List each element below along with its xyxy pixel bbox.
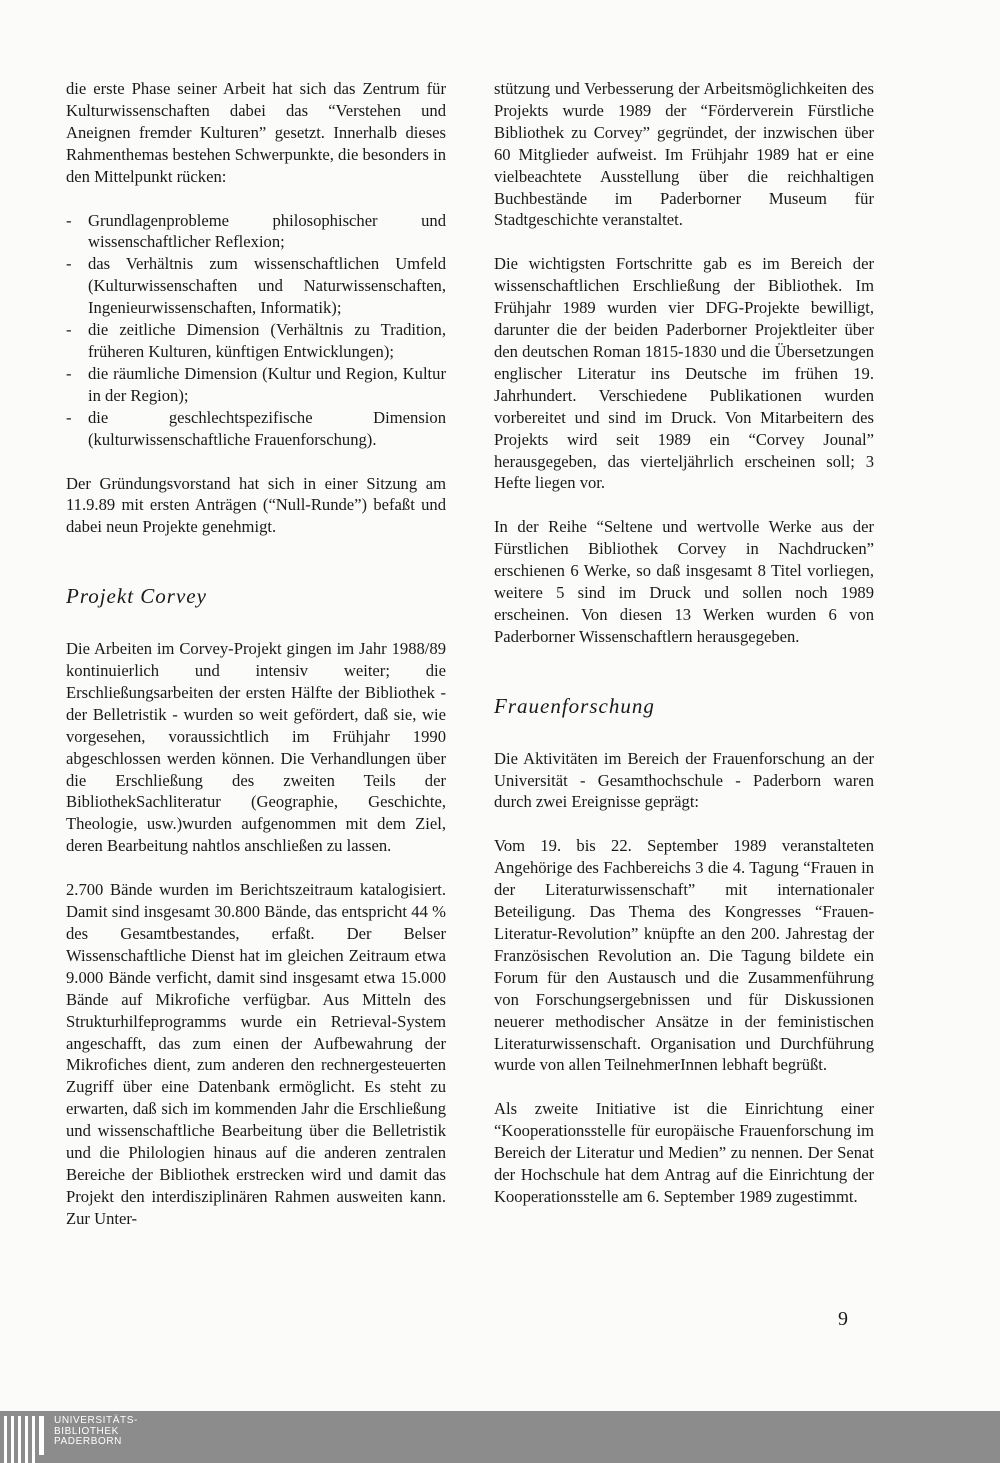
cooperation-paragraph: Als zweite Initiative ist die Einrichtung einer “Kooperationsstelle für europäische Frauenforschung im Bereich der Literatur und Medien” zu nennen. Der Senat der Hochschule hat dem Antrag auf die Einrichtung der Kooperationsstelle am 6. September 1989 zugestimmt. [494,1099,874,1206]
library-barcode-icon [4,1416,48,1463]
conference-paragraph: Vom 19. bis 22. September 1989 veranstalteten Angehörige des Fachbereichs 3 die 4. Tagung “Frauen in der Literaturwissenschaft” mit internationaler Beteiligung. Das Thema des Kongresses “Frauen-Literatur-Revolution” knüpfte an den 200. Jahrestag der Französischen Revolution an. Die Tagung bildete ein Forum für den Austausch und die Zusammenführung von Forschungsergebnissen und für Diskussionen neuerer methodischer Ansätze in der feministischen Literaturwissenschaft. Organisation und Durchführung wurde von allen TeilnehmerInnen lebhaft begrüßt. [494,836,874,1075]
corvey-paragraph-2: 2.700 Bände wurden im Berichtszeitraum katalogisiert. Damit sind insgesamt 30.800 Bände, das entspricht 44 % des Gesamtbestandes, erfaßt. Der Belser Wissenschaftliche Dienst hat im gleichen Zeitraum etwa 9.000 Bände verficht, damit sind insgesamt etwa 15.000 Bände auf Mikrofiche verfügbar. Aus Mitteln des Strukturhilfeprogramms wurde ein Retrieval-System angeschafft, das zum einen der Aufbewahrung der Mikrofiches dient, zum anderen den rechnergesteuerten Zugriff über eine Datenbank ermöglicht. Es steht zu erwarten, daß sich im kommenden Jahr die Erschließung und wissenschaftliche Bearbeitung über die Belletristik und die Philologien hinaus auf die anderen zentralen Bereiche der Bibliothek erstrecken wird und damit das Projekt den interdisziplinären Rahmen ausweiten kann. Zur Unter- [66,880,446,1228]
reprint-series-paragraph: In der Reihe “Seltene und wertvolle Werke aus der Fürstlichen Bibliothek Corvey in Nachdrucken” erschienen 6 Werke, so daß insgesamt 8 Titel vorliegen, weitere 5 sind im Druck und sollen noch 1989 erscheinen. Von diesen 13 Werken wurden 6 von Paderborner Wissenschaftlern herausgegeben. [494,517,874,646]
frauen-intro-paragraph: Die Aktivitäten im Bereich der Frauenforschung an der Universität - Gesamthochschule - Paderborn waren durch zwei Ereignisse geprägt: [494,748,874,812]
list-item: - die räumliche Dimension (Kultur und Region, Kultur in der Region); [66,363,446,407]
founding-paragraph: Der Gründungsvorstand hat sich in einer Sitzung am 11.9.89 mit ersten Anträgen (“Null-Runde”) befaßt und dabei neun Projekte genehmigt. [66,473,446,537]
logo-line: PADERBORN [54,1436,123,1447]
focus-list [66,210,446,451]
list-item: - Grundlagenprobleme philosophischer und wissenschaftlicher Reflexion; [66,210,446,254]
logo-line: UNIVERSITÄTS- [54,1415,138,1426]
corvey-paragraph-1: Die Arbeiten im Corvey-Projekt gingen im Jahr 1988/89 kontinuierlich und intensiv weiter; die Erschließungsarbeiten der ersten Hälfte der Bibliothek - der Belletristik - wurden so weit gefördert, daß sie, wie vorgesehen, voraussichtlich im Frühjahr 1990 abgeschlossen werden können. Die Verhandlungen über die Erschließung des zweiten Teils der BibliothekSachliteratur (Geographie, Geschichte, Theologie, usw.)wurden aufgenommen mit dem Ziel, deren Bearbeitung nahtlos anschließen zu lassen. [66,639,446,856]
foerderverein-paragraph: stützung und Verbesserung der Arbeitsmöglichkeiten des Projekts wurde 1989 der “Förderverein Fürstliche Bibliothek zu Corvey” gegründet, der inzwischen über 60 Mitglieder aufweist. Im Frühjahr 1989 hat er eine vielbeachtete Ausstellung über die reichhaltigen Buchbestände im Paderborner Museum für Stadtgeschichte veranstaltet. [494,79,874,230]
list-item: - das Verhältnis zum wissenschaftlichen Umfeld (Kulturwissenschaften und Naturwissenschaften, Ingenieurwissenschaften, Informatik); [66,253,446,319]
heading-projekt-corvey: Projekt Corvey [66,584,207,609]
heading-frauenforschung: Frauenforschung [494,693,655,718]
right-column [494,78,874,1230]
library-logo [54,1416,138,1448]
left-column [66,78,446,1252]
library-footer-bar [0,1411,1000,1463]
list-item: - die geschlechtspezifische Dimension (kulturwissenschaftliche Frauenforschung). [66,407,446,451]
intro-paragraph: die erste Phase seiner Arbeit hat sich das Zentrum für Kulturwissenschaften dabei das “Verstehen und Aneignen fremder Kulturen” gesetzt. Innerhalb dieses Rahmenthemas bestehen Schwerpunkte, die besonders in den Mittelpunkt rücken: [66,79,446,186]
progress-paragraph: Die wichtigsten Fortschritte gab es im Bereich der wissenschaftlichen Erschließung der Bibliothek. Im Frühjahr 1989 wurden vier DFG-Projekte bewilligt, darunter die der beiden Paderborner Projektleiter über den deutschen Roman 1815-1830 und die Übersetzungen englischer Literatur ins Deutsche im frühen 19. Jahrhundert. Verschiedene Publikationen wurden vorbereitet und sind im Druck. Von Mitarbeitern des Projekts wird seit 1989 ein “Corvey Jounal” herausgegeben, das vierteljährlich erscheinen soll; 3 Hefte liegen vor. [494,254,874,493]
logo-line: BIBLIOTHEK [54,1425,119,1437]
list-item: - die zeitliche Dimension (Verhältnis zu Tradition, früheren Kulturen, künftigen Entwicklungen); [66,319,446,363]
page-number: 9 [838,1308,848,1330]
